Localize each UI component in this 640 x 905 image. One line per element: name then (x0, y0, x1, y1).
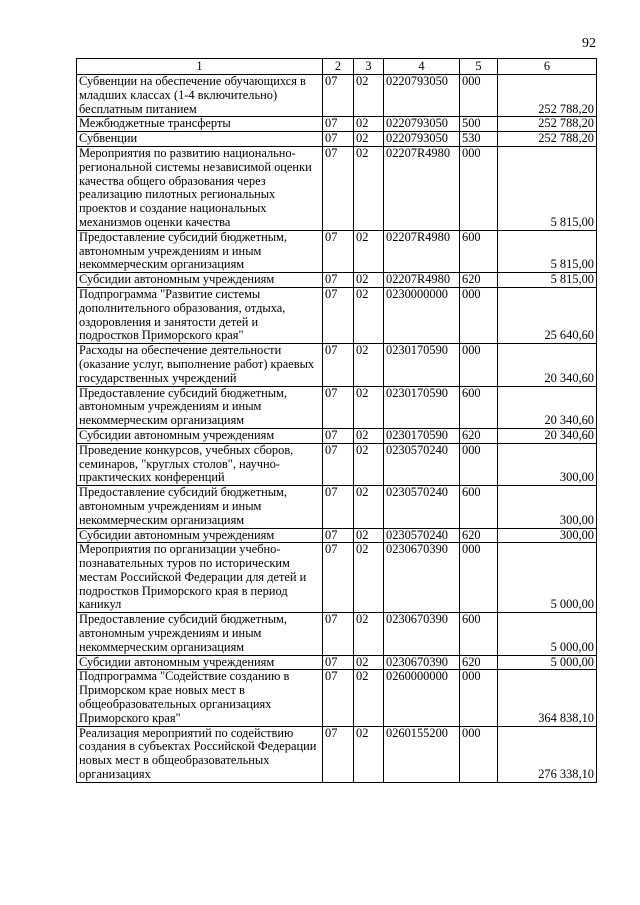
subsection-code-cell: 02 (354, 528, 384, 543)
expense-type-cell: 000 (460, 443, 498, 485)
target-article-cell: 0220793050 (384, 117, 460, 132)
target-article-cell: 0220793050 (384, 75, 460, 117)
subsection-code-cell: 02 (354, 655, 384, 670)
column-header: 4 (384, 59, 460, 75)
section-code-cell: 07 (323, 132, 354, 147)
row-name-cell: Субсидии автономным учреждениям (77, 273, 323, 288)
row-name-cell: Предоставление субсидий бюджетным, автономным учреждениям и иным некоммерческим организациям (77, 613, 323, 655)
expense-type-cell: 620 (460, 273, 498, 288)
target-article-cell: 02207R4980 (384, 273, 460, 288)
expense-type-cell: 530 (460, 132, 498, 147)
column-header: 3 (354, 59, 384, 75)
subsection-code-cell: 02 (354, 230, 384, 272)
row-name-cell: Субсидии автономным учреждениям (77, 528, 323, 543)
table-row (77, 75, 597, 117)
section-code-cell: 07 (323, 117, 354, 132)
section-code-cell: 07 (323, 75, 354, 117)
target-article-cell: 0260155200 (384, 726, 460, 782)
amount-cell: 5 000,00 (498, 655, 597, 670)
table-row (77, 273, 597, 288)
subsection-code-cell: 02 (354, 386, 384, 428)
table-row (77, 344, 597, 386)
expense-type-cell: 000 (460, 287, 498, 343)
section-code-cell: 07 (323, 543, 354, 613)
table-row (77, 670, 597, 726)
section-code-cell: 07 (323, 486, 354, 528)
amount-cell: 300,00 (498, 486, 597, 528)
row-name-cell: Мероприятия по развитию национально-региональной системы независимой оценки качества общего образования через реализацию пилотных региональных проектов и создание национальных механизмов оценки качества (77, 146, 323, 230)
subsection-code-cell: 02 (354, 132, 384, 147)
table-row (77, 146, 597, 230)
target-article-cell: 0230670390 (384, 655, 460, 670)
target-article-cell: 02207R4980 (384, 230, 460, 272)
section-code-cell: 07 (323, 655, 354, 670)
subsection-code-cell: 02 (354, 726, 384, 782)
section-code-cell: 07 (323, 273, 354, 288)
row-name-cell: Проведение конкурсов, учебных сборов, семинаров, "круглых столов", научно-практических конференций (77, 443, 323, 485)
subsection-code-cell: 02 (354, 117, 384, 132)
amount-cell: 5 815,00 (498, 230, 597, 272)
expense-type-cell: 600 (460, 613, 498, 655)
subsection-code-cell: 02 (354, 443, 384, 485)
target-article-cell: 0230170590 (384, 344, 460, 386)
section-code-cell: 07 (323, 726, 354, 782)
column-header: 1 (77, 59, 323, 75)
subsection-code-cell: 02 (354, 75, 384, 117)
target-article-cell: 0230670390 (384, 613, 460, 655)
header-row (77, 59, 597, 75)
row-name-cell: Предоставление субсидий бюджетным, автономным учреждениям и иным некоммерческим организациям (77, 386, 323, 428)
amount-cell: 5 000,00 (498, 613, 597, 655)
expense-type-cell: 000 (460, 344, 498, 386)
subsection-code-cell: 02 (354, 486, 384, 528)
row-name-cell: Субвенции на обеспечение обучающихся в младших классах (1-4 включительно) бесплатным питанием (77, 75, 323, 117)
subsection-code-cell: 02 (354, 287, 384, 343)
target-article-cell: 0230570240 (384, 486, 460, 528)
row-name-cell: Реализация мероприятий по содействию создания в субъектах Российской Федерации новых мест в общеобразовательных организациях (77, 726, 323, 782)
expense-type-cell: 000 (460, 75, 498, 117)
expense-type-cell: 000 (460, 146, 498, 230)
expense-type-cell: 600 (460, 230, 498, 272)
column-header: 6 (498, 59, 597, 75)
section-code-cell: 07 (323, 613, 354, 655)
subsection-code-cell: 02 (354, 428, 384, 443)
table-row (77, 230, 597, 272)
amount-cell: 5 815,00 (498, 273, 597, 288)
table-row (77, 613, 597, 655)
table-row (77, 528, 597, 543)
expense-type-cell: 600 (460, 486, 498, 528)
section-code-cell: 07 (323, 230, 354, 272)
table-row (77, 443, 597, 485)
row-name-cell: Подпрограмма "Содействие созданию в Приморском крае новых мест в общеобразовательных организациях Приморского края" (77, 670, 323, 726)
column-header: 5 (460, 59, 498, 75)
table-row (77, 287, 597, 343)
table-row (77, 117, 597, 132)
page-number: 92 (582, 36, 596, 51)
row-name-cell: Субсидии автономным учреждениям (77, 655, 323, 670)
target-article-cell: 02207R4980 (384, 146, 460, 230)
table-row (77, 726, 597, 782)
section-code-cell: 07 (323, 443, 354, 485)
target-article-cell: 0230170590 (384, 386, 460, 428)
amount-cell: 300,00 (498, 443, 597, 485)
row-name-cell: Расходы на обеспечение деятельности (оказание услуг, выполнение работ) краевых государственных учреждений (77, 344, 323, 386)
amount-cell: 364 838,10 (498, 670, 597, 726)
row-name-cell: Предоставление субсидий бюджетным, автономным учреждениям и иным некоммерческим организациям (77, 230, 323, 272)
subsection-code-cell: 02 (354, 670, 384, 726)
target-article-cell: 0230570240 (384, 443, 460, 485)
expense-type-cell: 000 (460, 726, 498, 782)
section-code-cell: 07 (323, 428, 354, 443)
amount-cell: 25 640,60 (498, 287, 597, 343)
expense-type-cell: 600 (460, 386, 498, 428)
amount-cell: 5 815,00 (498, 146, 597, 230)
amount-cell: 20 340,60 (498, 386, 597, 428)
section-code-cell: 07 (323, 528, 354, 543)
row-name-cell: Подпрограмма "Развитие системы дополнительного образования, отдыха, оздоровления и занятости детей и подростков Приморского края" (77, 287, 323, 343)
target-article-cell: 0230000000 (384, 287, 460, 343)
target-article-cell: 0260000000 (384, 670, 460, 726)
amount-cell: 20 340,60 (498, 344, 597, 386)
subsection-code-cell: 02 (354, 344, 384, 386)
target-article-cell: 0220793050 (384, 132, 460, 147)
subsection-code-cell: 02 (354, 613, 384, 655)
row-name-cell: Субвенции (77, 132, 323, 147)
subsection-code-cell: 02 (354, 273, 384, 288)
table-row (77, 486, 597, 528)
amount-cell: 300,00 (498, 528, 597, 543)
budget-table (76, 58, 597, 783)
expense-type-cell: 000 (460, 670, 498, 726)
expense-type-cell: 500 (460, 117, 498, 132)
target-article-cell: 0230170590 (384, 428, 460, 443)
section-code-cell: 07 (323, 287, 354, 343)
amount-cell: 252 788,20 (498, 132, 597, 147)
table-row (77, 543, 597, 613)
section-code-cell: 07 (323, 146, 354, 230)
subsection-code-cell: 02 (354, 543, 384, 613)
column-header: 2 (323, 59, 354, 75)
row-name-cell: Межбюджетные трансферты (77, 117, 323, 132)
expense-type-cell: 620 (460, 655, 498, 670)
subsection-code-cell: 02 (354, 146, 384, 230)
table-row (77, 428, 597, 443)
target-article-cell: 0230570240 (384, 528, 460, 543)
table-row (77, 132, 597, 147)
amount-cell: 5 000,00 (498, 543, 597, 613)
amount-cell: 252 788,20 (498, 117, 597, 132)
amount-cell: 276 338,10 (498, 726, 597, 782)
row-name-cell: Мероприятия по организации учебно-познавательных туров по историческим местам Российской Федерации для детей и подростков Приморского края в период каникул (77, 543, 323, 613)
amount-cell: 20 340,60 (498, 428, 597, 443)
expense-type-cell: 620 (460, 428, 498, 443)
section-code-cell: 07 (323, 670, 354, 726)
expense-type-cell: 620 (460, 528, 498, 543)
expense-type-cell: 000 (460, 543, 498, 613)
row-name-cell: Предоставление субсидий бюджетным, автономным учреждениям и иным некоммерческим организациям (77, 486, 323, 528)
table-row (77, 386, 597, 428)
amount-cell: 252 788,20 (498, 75, 597, 117)
target-article-cell: 0230670390 (384, 543, 460, 613)
section-code-cell: 07 (323, 386, 354, 428)
row-name-cell: Субсидии автономным учреждениям (77, 428, 323, 443)
section-code-cell: 07 (323, 344, 354, 386)
table-row (77, 655, 597, 670)
